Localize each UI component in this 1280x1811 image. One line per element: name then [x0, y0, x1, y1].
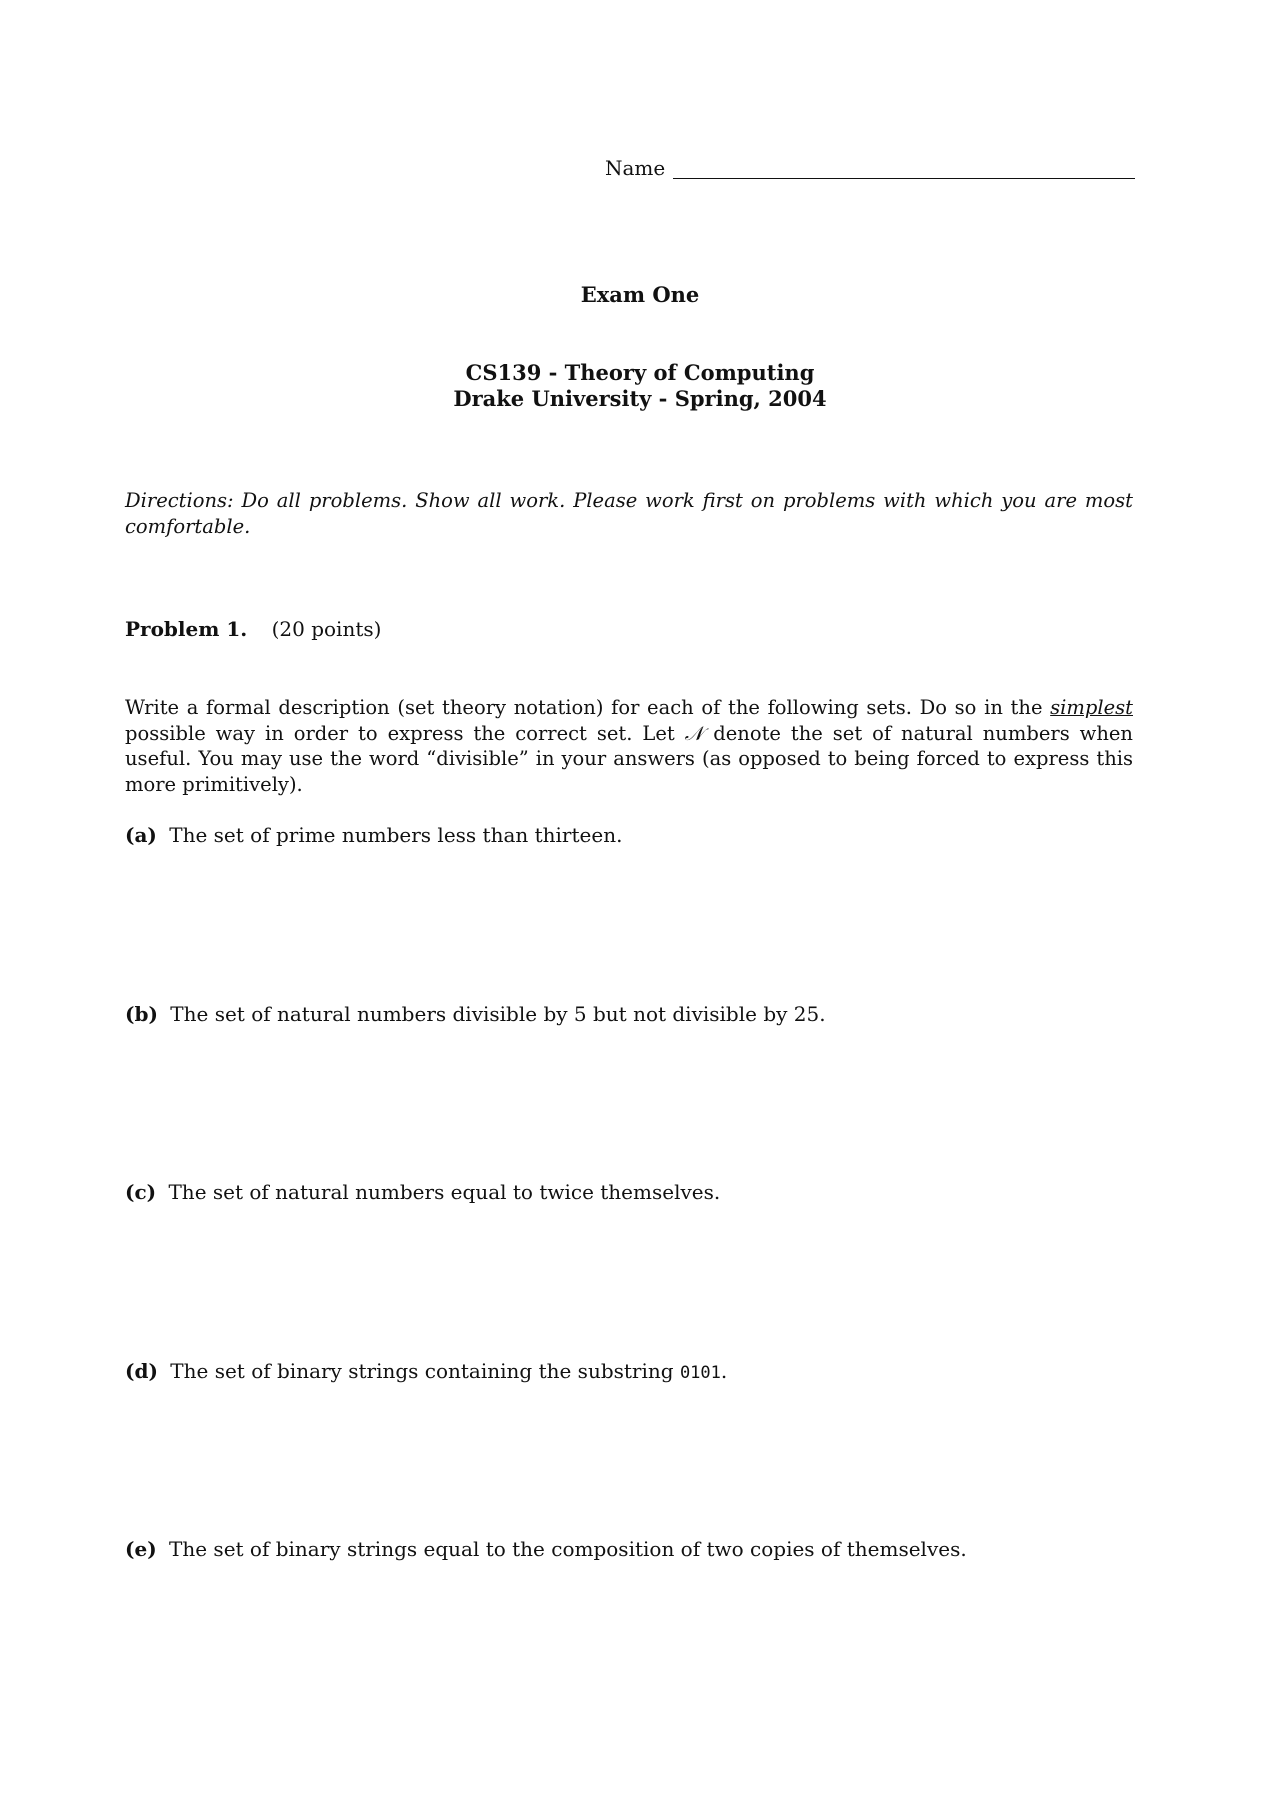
exam-title: Exam One [580, 282, 700, 307]
part-text: The set of binary strings equal to the composition of two copies of themselves. [169, 1537, 967, 1561]
intro-text-2: possible way in order to express the correct set. Let [125, 721, 685, 745]
problem-intro [125, 695, 1133, 797]
part-b [125, 1002, 1133, 1026]
part-letter: (c) [125, 1180, 157, 1204]
part-letter: (b) [125, 1002, 158, 1026]
part-a [125, 823, 1133, 847]
part-text: The set of natural numbers equal to twice themselves. [168, 1180, 721, 1204]
intro-emphasis: simplest [1050, 696, 1133, 719]
part-letter: (d) [125, 1359, 158, 1383]
natural-numbers-symbol: 𝒩 [684, 721, 704, 745]
intro-text-1: Write a formal description (set theory notation) for each of the following sets. Do so in the [125, 696, 1051, 719]
part-text-end: . [720, 1359, 728, 1383]
part-text: The set of binary strings containing the substring [170, 1359, 680, 1383]
university-term: Drake University - Spring, 2004 [453, 386, 827, 411]
part-e [125, 1537, 1133, 1561]
problem-header [125, 617, 381, 641]
name-blank-line[interactable] [673, 156, 1135, 179]
course-info [0, 360, 1280, 412]
part-letter: (a) [125, 823, 157, 847]
part-letter: (e) [125, 1537, 157, 1561]
course-name: CS139 - Theory of Computing [465, 360, 815, 385]
problem-number: Problem 1. [125, 617, 248, 641]
problem-points: (20 points) [271, 617, 382, 641]
intro-text-3: denote the set of natural numbers when useful. You may use the word “divisible” in your answers (as opposed to being forced to express this more primitively). [125, 721, 1133, 796]
part-text: The set of natural numbers divisible by 5 but not divisible by 25. [170, 1002, 826, 1026]
part-text: The set of prime numbers less than thirteen. [169, 823, 623, 847]
name-field[interactable] [605, 156, 1135, 179]
part-d [125, 1359, 1133, 1383]
part-c [125, 1180, 1133, 1204]
directions-text: Directions: Do all problems. Show all work. Please work first on problems with which you are most comfortable. [125, 489, 1133, 538]
substring-code: 0101 [679, 1363, 721, 1383]
name-label: Name [605, 156, 666, 180]
